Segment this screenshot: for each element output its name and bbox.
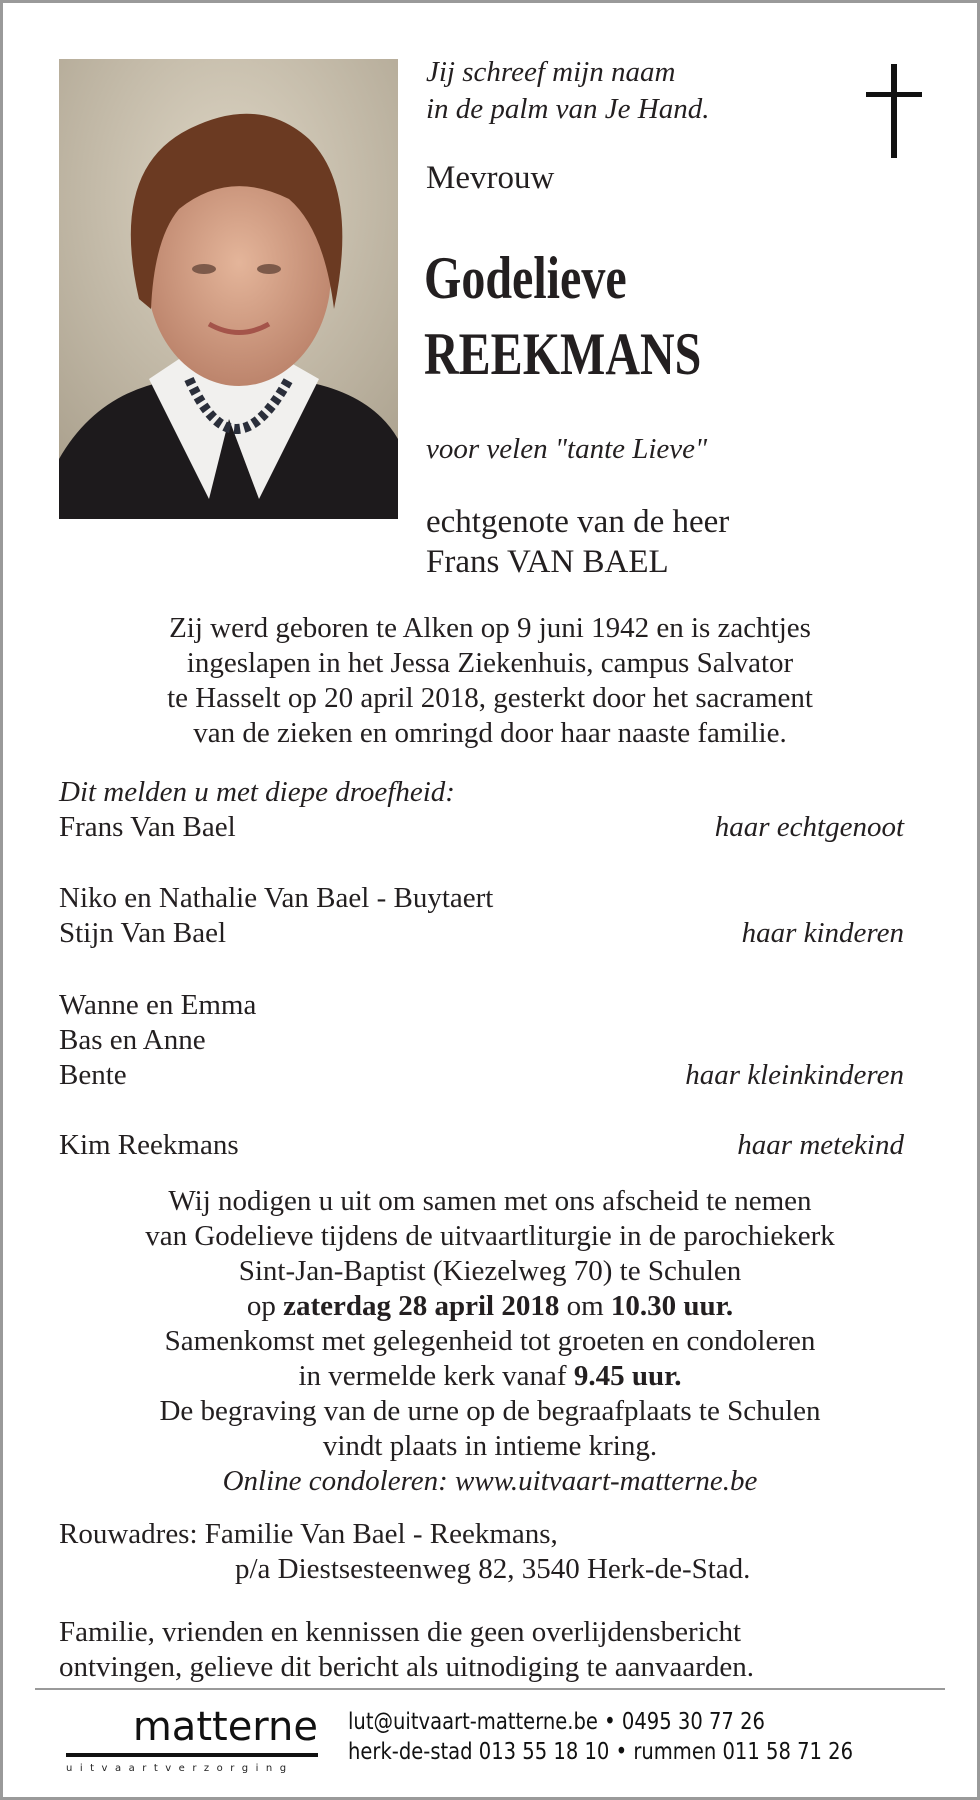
address-line: p/a Diestsesteenweg 82, 3540 Herk-de-Stad.: [235, 1553, 751, 1585]
contact-line: lut@uitvaart-matterne.be • 0495 30 77 26: [348, 1709, 765, 1735]
text: op: [246, 1290, 284, 1322]
spouse-line: echtgenote van de heer: [426, 504, 730, 540]
logo-bar: [66, 1753, 318, 1757]
online-condolence-link[interactable]: Online condoleren: www.uitvaart-matterne.be: [222, 1465, 758, 1497]
invitation-line: Wij nodigen u uit om samen met ons afscheid te nemen: [168, 1185, 812, 1217]
bio-line: ingeslapen in het Jessa Ziekenhuis, campus Salvator: [186, 647, 794, 679]
divider: [35, 1688, 945, 1690]
mourner-relation: haar kleinkinderen: [685, 1059, 904, 1091]
title-prefix: Mevrouw: [426, 160, 555, 196]
matterne-logo: [66, 1705, 318, 1774]
spouse-info: [426, 502, 729, 582]
closing-line: Familie, vrienden en kennissen die geen overlijdensbericht: [59, 1616, 742, 1648]
mourning-address: [59, 1517, 750, 1587]
first-name: Godelieve: [424, 245, 627, 311]
mourner-relation: haar metekind: [737, 1129, 904, 1161]
mourner-name: Frans Van Bael: [59, 811, 236, 843]
bio-line: Zij werd geboren te Alken op 9 juni 1942 en is zachtjes: [169, 612, 811, 644]
cross-icon: [866, 64, 922, 158]
mourner-name: Wanne en Emma: [59, 989, 257, 1021]
nickname: voor velen "tante Lieve": [426, 433, 708, 465]
biography: [0, 611, 980, 751]
quote-line: in de palm van Je Hand.: [426, 93, 710, 125]
bio-line: te Hasselt op 20 april 2018, gesterkt door het sacrament: [167, 682, 813, 714]
quote-line: Jij schreef mijn naam: [426, 56, 676, 88]
address-line: Rouwadres: Familie Van Bael - Reekmans,: [59, 1518, 558, 1550]
closing-line: ontvingen, gelieve dit bericht als uitnodiging te aanvaarden.: [59, 1651, 754, 1683]
mourner-group: [59, 810, 904, 845]
portrait-photo: [59, 59, 398, 519]
mourners-intro: Dit melden u met diepe droefheid:: [59, 776, 455, 808]
logo-subtitle: uitvaartverzorging: [66, 1763, 294, 1774]
funeral-date: zaterdag 28 april 2018: [283, 1290, 560, 1322]
invitation-line: De begraving van de urne op de begraafplaats te Schulen: [159, 1395, 821, 1427]
text: om: [559, 1290, 611, 1322]
mourner-name: Bente: [59, 1059, 127, 1091]
logo-wordmark: matterne: [132, 1704, 318, 1750]
quote: [426, 54, 710, 128]
gathering-time: 9.45 uur.: [573, 1360, 682, 1392]
mourner-name: Stijn Van Bael: [59, 917, 227, 949]
mourner-relation: haar echtgenoot: [714, 811, 904, 843]
deceased-name: [424, 240, 701, 392]
text: in vermelde kerk vanaf: [298, 1360, 574, 1392]
bio-line: van de zieken en omringd door haar naaste familie.: [193, 717, 787, 749]
invitation-line: van Godelieve tijdens de uitvaartliturgie in de parochiekerk: [145, 1220, 835, 1252]
funeral-invitation: [0, 1184, 980, 1499]
mourner-group: [59, 881, 904, 951]
gathering-time-line: [0, 1359, 980, 1394]
mourner-name: Niko en Nathalie Van Bael - Buytaert: [59, 882, 494, 914]
invitation-line: Samenkomst met gelegenheid tot groeten en condoleren: [164, 1325, 816, 1357]
spouse-name: Frans VAN BAEL: [426, 544, 669, 580]
closing-note: [59, 1615, 754, 1685]
mourner-relation: haar kinderen: [741, 917, 904, 949]
funeral-date-line: [0, 1289, 980, 1324]
mourner-group: [59, 988, 904, 1093]
mourner-name: Bas en Anne: [59, 1024, 206, 1056]
last-name: REEKMANS: [424, 321, 702, 387]
invitation-line: vindt plaats in intieme kring.: [322, 1430, 658, 1462]
contact-line: herk-de-stad 013 55 18 10 • rummen 011 58 71 26: [348, 1739, 854, 1765]
invitation-line: Sint-Jan-Baptist (Kiezelweg 70) te Schulen: [238, 1255, 742, 1287]
mourner-name: Kim Reekmans: [59, 1129, 239, 1161]
mourner-group: [59, 1128, 904, 1163]
funeral-time: 10.30 uur.: [610, 1290, 734, 1322]
